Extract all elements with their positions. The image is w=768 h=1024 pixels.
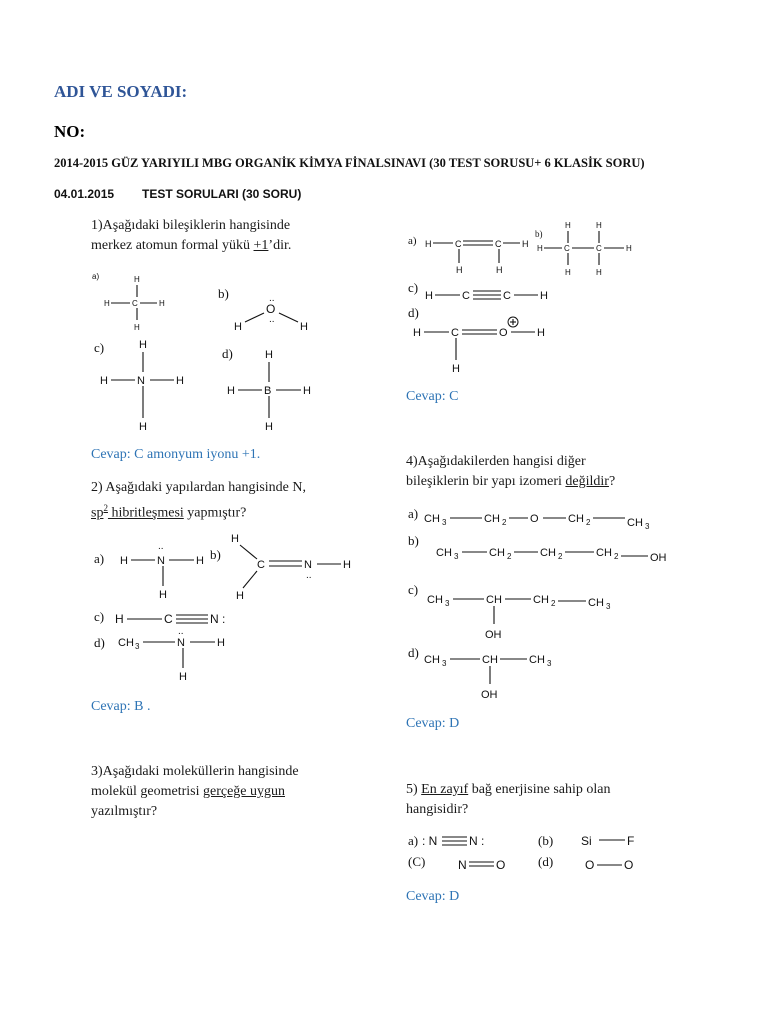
- svg-text:H: H: [231, 533, 239, 545]
- svg-text:H: H: [425, 239, 432, 249]
- svg-text:b): b): [535, 229, 543, 239]
- svg-text:N: N: [458, 858, 467, 872]
- svg-text:a): a): [408, 235, 417, 247]
- svg-text:CH: CH: [424, 654, 440, 666]
- svg-text:C: C: [564, 244, 570, 253]
- svg-text:H: H: [159, 299, 165, 308]
- svg-text:2: 2: [614, 552, 619, 561]
- svg-text:2: 2: [507, 552, 512, 561]
- svg-text:O: O: [624, 858, 634, 872]
- svg-text:H: H: [537, 244, 543, 253]
- svg-text:CH: CH: [596, 547, 612, 559]
- svg-text:O: O: [496, 858, 506, 872]
- svg-text:CH: CH: [484, 513, 500, 525]
- svg-text:2: 2: [586, 518, 591, 527]
- q5-option-a: [408, 833, 484, 848]
- svg-text:OH: OH: [485, 629, 502, 641]
- svg-text:Si: Si: [581, 834, 592, 848]
- svg-text:c): c): [408, 280, 419, 295]
- svg-text:a): a): [94, 551, 105, 566]
- course-title: 2014-2015 GÜZ YARIYILI MBG ORGANİK KİMYA FİNALSINAVI (30 TEST SORUSU+ 6 KLASİK SORU): [54, 156, 645, 170]
- svg-text:N :: N :: [210, 612, 226, 626]
- svg-text:H: H: [626, 244, 632, 253]
- svg-text:CH: CH: [533, 594, 549, 606]
- svg-text:H: H: [134, 275, 140, 284]
- svg-text:H: H: [565, 268, 571, 277]
- svg-text:N: N: [137, 375, 145, 387]
- svg-text:CH: CH: [489, 547, 505, 559]
- svg-text:OH: OH: [481, 689, 498, 701]
- question-2-line2: $sp^2$ hibritleşmesi yapmıştır?: [91, 503, 247, 521]
- svg-text:CH: CH: [424, 513, 440, 525]
- svg-text:N: N: [304, 559, 312, 571]
- question-3-answer: Cevap: C: [406, 389, 459, 404]
- number-label: NO:: [54, 122, 86, 141]
- name-label: ADI VE SOYADI:: [54, 82, 188, 101]
- svg-text:b): b): [408, 533, 419, 548]
- question-5-answer: Cevap: D: [406, 889, 460, 904]
- svg-text:..: ..: [269, 314, 275, 325]
- svg-text:H: H: [300, 321, 308, 333]
- svg-text:H: H: [425, 290, 433, 302]
- question-3-line1: 3)Aşağıdaki moleküllerin hangisinde: [91, 764, 299, 779]
- svg-text:O: O: [585, 858, 595, 872]
- svg-text:..: ..: [158, 541, 164, 552]
- exam-date: 04.01.2015: [54, 187, 115, 201]
- svg-text:2: 2: [502, 518, 507, 527]
- question-1-line1: 1)Aşağıdaki bileşiklerin hangisinde: [91, 218, 291, 233]
- svg-text:H: H: [104, 299, 110, 308]
- q5-option-c: [408, 854, 505, 872]
- svg-text:CH: CH: [540, 547, 556, 559]
- question-4-answer: Cevap: D: [406, 716, 460, 731]
- svg-text:N :: N :: [469, 834, 485, 848]
- svg-text:C: C: [495, 239, 502, 249]
- question-5-line1: 5) En zayıf bağ enerjisine sahip olan: [406, 782, 611, 797]
- svg-text:a): a): [408, 833, 419, 848]
- svg-text:H: H: [596, 221, 602, 230]
- svg-text:H: H: [540, 290, 548, 302]
- q5-option-d: [538, 854, 633, 872]
- svg-text:O: O: [530, 513, 539, 525]
- svg-text:..: ..: [306, 570, 312, 581]
- svg-text:CH: CH: [482, 654, 498, 666]
- svg-text:CH: CH: [627, 517, 643, 529]
- svg-text:H: H: [139, 339, 147, 351]
- svg-text:3: 3: [442, 518, 447, 527]
- svg-text:3: 3: [606, 602, 611, 611]
- svg-text:H: H: [120, 555, 128, 567]
- svg-text:..: ..: [178, 626, 184, 637]
- svg-text:b): b): [210, 547, 221, 562]
- svg-text:CH: CH: [118, 637, 134, 649]
- svg-text:CH: CH: [529, 654, 545, 666]
- svg-text:C: C: [132, 299, 138, 308]
- svg-text:O: O: [266, 302, 276, 316]
- svg-text:(C): (C): [408, 854, 426, 869]
- svg-text:H: H: [343, 559, 351, 571]
- svg-text:H: H: [227, 385, 235, 397]
- question-3-line2: molekül geometrisi gerçeğe uygun: [91, 784, 286, 799]
- svg-text:C: C: [257, 559, 265, 571]
- svg-text:3: 3: [135, 642, 140, 651]
- svg-text:3: 3: [645, 522, 650, 531]
- svg-text:CH: CH: [568, 513, 584, 525]
- svg-text:c): c): [408, 582, 419, 597]
- svg-text:H: H: [196, 555, 204, 567]
- svg-text:H: H: [596, 268, 602, 277]
- svg-text:b): b): [218, 286, 229, 301]
- svg-text:H: H: [565, 221, 571, 230]
- svg-text:H: H: [234, 321, 242, 333]
- svg-text:CH: CH: [588, 597, 604, 609]
- svg-text:3: 3: [547, 659, 552, 668]
- svg-text:C: C: [164, 612, 173, 626]
- svg-text:H: H: [217, 637, 225, 649]
- svg-text:CH: CH: [427, 594, 443, 606]
- svg-text:d): d): [94, 635, 105, 650]
- svg-text:H: H: [452, 363, 460, 375]
- question-2-answer: Cevap: B .: [91, 699, 151, 714]
- section-title: TEST SORULARI (30 SORU): [142, 187, 302, 201]
- svg-text:: N: : N: [422, 834, 438, 848]
- svg-text:..: ..: [269, 293, 275, 304]
- svg-text:C: C: [451, 327, 459, 339]
- svg-text:C: C: [596, 244, 602, 253]
- svg-text:d): d): [222, 346, 233, 361]
- svg-text:H: H: [179, 671, 187, 683]
- question-1-line2: merkez atomun formal yükü +1’dir.: [91, 238, 292, 253]
- svg-text:H: H: [115, 612, 124, 626]
- question-1-answer: Cevap: C amonyum iyonu +1.: [91, 447, 261, 462]
- svg-text:B: B: [264, 385, 272, 397]
- svg-text:H: H: [134, 323, 140, 332]
- question-4-line2: bileşiklerin bir yapı izomeri değildir?: [406, 474, 616, 489]
- svg-text:H: H: [139, 421, 147, 433]
- svg-text:H: H: [265, 421, 273, 433]
- svg-text:H: H: [176, 375, 184, 387]
- question-2-line1: 2) Aşağıdaki yapılardan hangisinde N,: [91, 480, 307, 495]
- svg-text:H: H: [265, 349, 273, 361]
- svg-text:F: F: [627, 834, 635, 848]
- question-3-line3: yazılmıştır?: [91, 804, 158, 819]
- svg-text:N: N: [157, 555, 165, 567]
- question-5-line2: hangisidir?: [406, 802, 469, 817]
- svg-text:N: N: [177, 637, 185, 649]
- svg-text:a): a): [92, 272, 100, 281]
- svg-text:3: 3: [454, 552, 459, 561]
- svg-text:d): d): [408, 305, 419, 320]
- svg-text:O: O: [499, 327, 508, 339]
- svg-text:c): c): [94, 340, 105, 355]
- q5-option-b: [538, 833, 634, 848]
- svg-text:C: C: [455, 239, 462, 249]
- svg-text:H: H: [496, 265, 503, 275]
- svg-text:(d): (d): [538, 854, 554, 869]
- svg-text:H: H: [236, 590, 244, 602]
- svg-text:H: H: [100, 375, 108, 387]
- svg-text:(b): (b): [538, 833, 554, 848]
- svg-text:H: H: [159, 589, 167, 601]
- svg-text:d): d): [408, 645, 419, 660]
- svg-text:H: H: [537, 327, 545, 339]
- svg-text:C: C: [503, 290, 511, 302]
- svg-text:C: C: [462, 290, 470, 302]
- svg-text:3: 3: [445, 599, 450, 608]
- svg-text:H: H: [456, 265, 463, 275]
- svg-text:H: H: [303, 385, 311, 397]
- svg-text:a): a): [408, 506, 419, 521]
- svg-text:OH: OH: [650, 552, 667, 564]
- question-4-line1: 4)Aşağıdakilerden hangisi diğer: [406, 454, 586, 469]
- svg-text:H: H: [522, 239, 529, 249]
- svg-text:CH: CH: [486, 594, 502, 606]
- svg-text:2: 2: [558, 552, 563, 561]
- svg-text:3: 3: [442, 659, 447, 668]
- svg-text:c): c): [94, 609, 105, 624]
- svg-text:CH: CH: [436, 547, 452, 559]
- svg-text:2: 2: [551, 599, 556, 608]
- svg-text:H: H: [413, 327, 421, 339]
